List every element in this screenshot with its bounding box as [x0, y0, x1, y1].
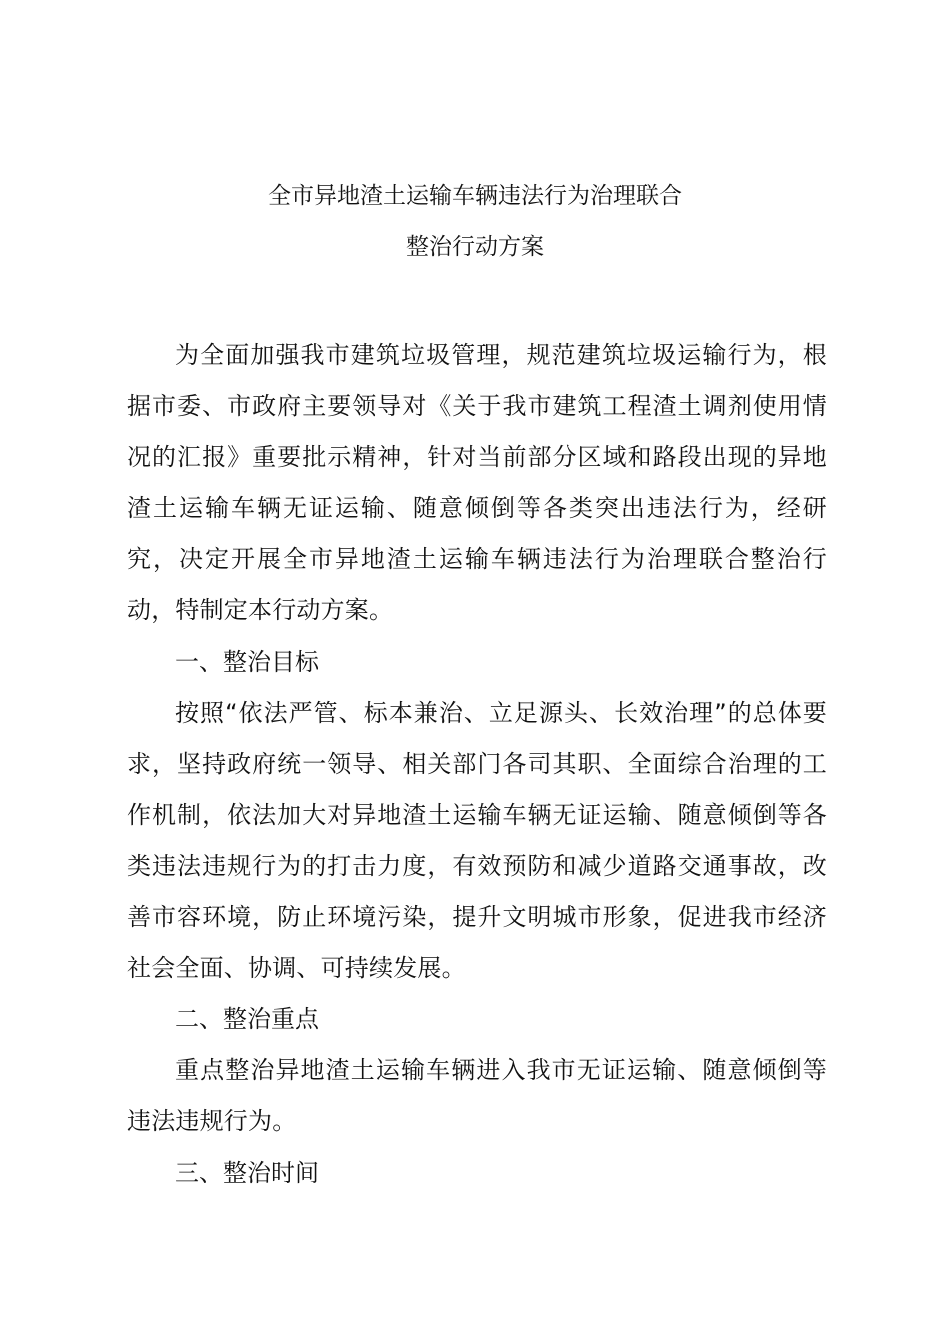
document-title-line-2: 整治行动方案 — [406, 234, 544, 260]
section-heading-time: 三、整治时间 — [175, 1158, 319, 1187]
goals-paragraph: 按照“依法严管、标本兼治、立足源头、长效治理”的总体要求，坚持政府统一领导、相关部门各司其职、全面综合治理的工作机制，依法加大对异地渣土运输车辆无证运输、随意倾倒等各类违法违规行为的打击力度，有效预防和减少道路交通事故，改善市容环境，防止环境污染，提升文明城市形象，促进我市经济社会全面、协调、可持续发展。 — [127, 698, 827, 983]
document-title-line-1: 全市异地渣土运输车辆违法行为治理联合 — [268, 183, 682, 209]
section-heading-goals: 一、整治目标 — [175, 647, 319, 676]
intro-paragraph: 为全面加强我市建筑垃圾管理，规范建筑垃圾运输行为，根据市委、市政府主要领导对《关于我市建筑工程渣土调剂使用情况的汇报》重要批示精神，针对当前部分区域和路段出现的异地渣土运输车辆无证运输、随意倾倒等各类突出违法行为，经研究，决定开展全市异地渣土运输车辆违法行为治理联合整治行动，特制定本行动方案。 — [127, 341, 827, 625]
document-body — [127, 330, 827, 1199]
focus-paragraph: 重点整治异地渣土运输车辆进入我市无证运输、随意倾倒等违法违规行为。 — [127, 1056, 827, 1136]
section-heading-focus: 二、整治重点 — [175, 1005, 319, 1034]
